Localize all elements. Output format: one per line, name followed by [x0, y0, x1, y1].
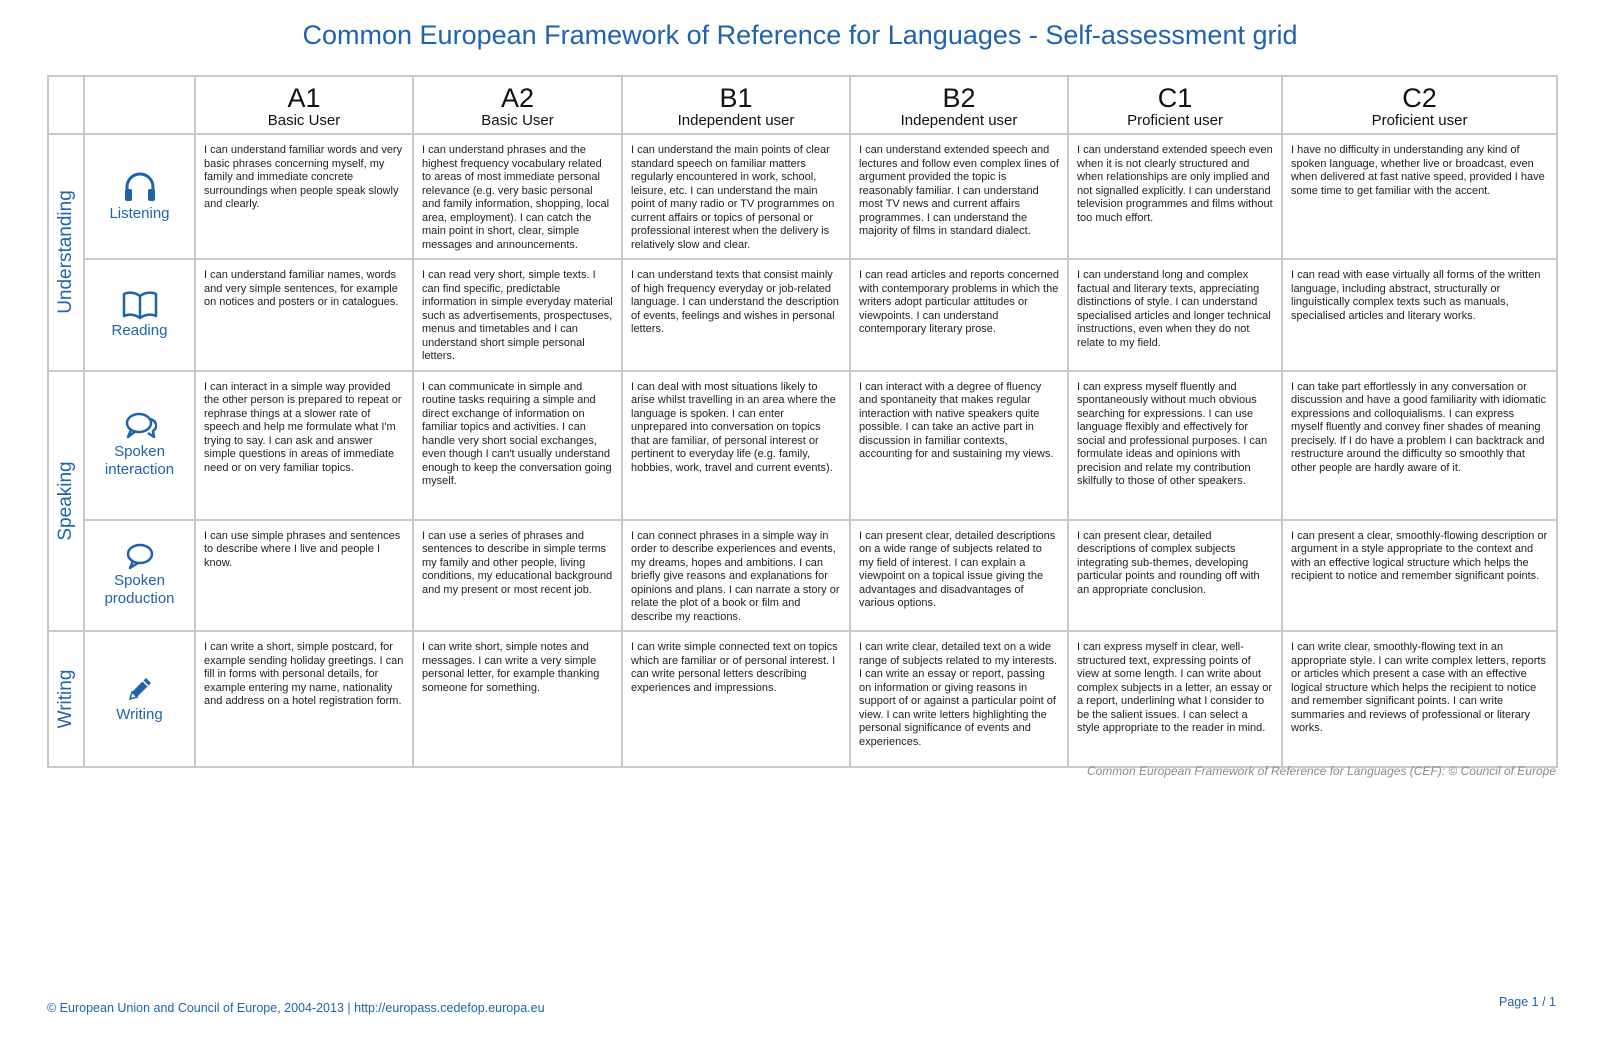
level-code: B1 — [719, 83, 753, 113]
pencil-icon — [125, 674, 155, 704]
descriptor-cell: I can use a series of phrases and sentences to describe in simple terms my family and other people, living conditions, my educational background and my present or most recent job. — [413, 520, 622, 632]
descriptor-cell: I can understand familiar words and very basic phrases concerning myself, my family and immediate concrete surroundings when people speak slowly and clearly. — [195, 134, 413, 259]
descriptor-cell: I can connect phrases in a simple way in order to describe experiences and events, my dreams, hopes and ambitions. I can briefly give reasons and explanations for opinions and plans. I can narrate a story or relate the plot of a book or film and describe my reactions. — [622, 520, 850, 632]
footer-copyright-link[interactable]: © European Union and Council of Europe, 2004-2013 | http://europass.cedefop.europa.eu — [47, 1001, 545, 1015]
level-label: Independent user — [677, 112, 795, 129]
descriptor-cell: I can read very short, simple texts. I can find specific, predictable information in simple everyday material such as advertisements, prospectuses, menus and timetables and I can understand short simple personal letters. — [413, 259, 622, 371]
row-spoken-production — [48, 520, 1557, 632]
level-code: A2 — [500, 83, 535, 113]
level-label: Basic User — [481, 112, 554, 129]
skill-reading — [84, 259, 195, 371]
self-assessment-grid — [47, 75, 1558, 768]
corner-cell — [84, 76, 195, 134]
descriptor-cell: I can understand familiar names, words and very simple sentences, for example on notices and posters or in catalogues. — [195, 259, 413, 371]
row-listening — [48, 134, 1557, 259]
descriptor-cell: I can understand extended speech even when it is not clearly structured and when relationships are only implied and not signalled explicitly. I can understand television programmes and films without too much effort. — [1068, 134, 1282, 259]
descriptor-cell: I can interact with a degree of fluency and spontaneity that makes regular interaction with native speakers quite possible. I can take an active part in discussion in familiar contexts, accounting for and sustaining my views. — [850, 371, 1068, 520]
level-header-b1 — [622, 76, 850, 134]
descriptor-cell: I can write short, simple notes and messages. I can write a very simple personal letter, for example thanking someone for something. — [413, 631, 622, 767]
category-speaking — [48, 371, 84, 632]
book-icon — [121, 290, 159, 320]
skill-spoken-production — [84, 520, 195, 632]
descriptor-cell: I can present clear, detailed descriptions on a wide range of subjects related to my field of interest. I can explain a viewpoint on a topical issue giving the advantages and disadvantages of various options. — [850, 520, 1068, 632]
row-writing — [48, 631, 1557, 767]
descriptor-cell: I can write clear, smoothly-flowing text in an appropriate style. I can write complex letters, reports or articles which present a case with an effective logical structure which helps the recipient to notice and remember significant points. I can write summaries and reviews of professional or literary works. — [1282, 631, 1557, 767]
skill-label-line2: interaction — [104, 461, 175, 478]
level-header-a2 — [413, 76, 622, 134]
descriptor-cell: I can present clear, detailed descriptions of complex subjects integrating sub-themes, developing particular points and rounding off with an appropriate conclusion. — [1068, 520, 1282, 632]
descriptor-cell: I can read with ease virtually all forms of the written language, including abstract, structurally or linguistically complex texts such as manuals, specialised articles and literary works. — [1282, 259, 1557, 371]
level-label: Basic User — [267, 112, 341, 129]
descriptor-cell: I can write a short, simple postcard, for example sending holiday greetings. I can fill in forms with personal details, for example entering my name, nationality and address on a hotel registration form. — [195, 631, 413, 767]
level-label: Independent user — [900, 112, 1018, 129]
level-header-b2 — [850, 76, 1068, 134]
descriptor-cell: I can express myself in clear, well-structured text, expressing points of view at some length. I can write about complex subjects in a letter, an essay or a report, underlining what I consider to be the salient issues. I can select a style appropriate to the reader in mind. — [1068, 631, 1282, 767]
row-reading — [48, 259, 1557, 371]
corner-cell — [48, 76, 84, 134]
skill-label-line1: Spoken — [114, 572, 165, 590]
skill-label-line2: production — [104, 590, 175, 608]
category-label: Writing — [55, 669, 76, 729]
category-understanding — [48, 134, 84, 371]
header-row — [48, 76, 1557, 134]
descriptor-cell: I can understand texts that consist mainly of high frequency everyday or job-related language. I can understand the description of events, feelings and wishes in personal letters. — [622, 259, 850, 371]
cef-copyright-note: Common European Framework of Reference for Languages (CEF): © Council of Europe — [1086, 764, 1556, 778]
level-code: C2 — [1402, 83, 1437, 113]
level-label: Proficient user — [1371, 112, 1468, 129]
descriptor-cell: I can understand the main points of clear standard speech on familiar matters regularly encountered in work, school, leisure, etc. I can understand the main point of many radio or TV programmes on current affairs or topics of personal or professional interest when the delivery is relatively slow and clear. — [622, 134, 850, 259]
page-title: Common European Framework of Reference for Languages - Self-assessment grid — [302, 20, 1298, 50]
skill-label-line1: Spoken — [114, 443, 165, 460]
descriptor-cell: I can write clear, detailed text on a wide range of subjects related to my interests. I can write an essay or report, passing on information or giving reasons in support of or against a particular point of view. I can write letters highlighting the personal significance of events and experiences. — [850, 631, 1068, 767]
descriptor-cell: I can read articles and reports concerned with contemporary problems in which the writers adopt particular attitudes or viewpoints. I can understand contemporary literary prose. — [850, 259, 1068, 371]
row-spoken-interaction — [48, 371, 1557, 520]
skill-writing — [84, 631, 195, 767]
category-label: Understanding — [55, 190, 76, 315]
descriptor-cell: I can take part effortlessly in any conversation or discussion and have a good familiarity with idiomatic expressions and colloquialisms. I can express myself fluently and convey finer shades of meaning precisely. If I do have a problem I can backtrack and restructure around the difficulty so smoothly that other people are hardly aware of it. — [1282, 371, 1557, 520]
level-code: A1 — [287, 83, 321, 113]
skill-label: Listening — [109, 204, 170, 222]
descriptor-cell: I can use simple phrases and sentences to describe where I live and people I know. — [195, 520, 413, 632]
speech-bubble-icon — [124, 542, 156, 570]
category-writing — [48, 631, 84, 767]
skill-listening — [84, 134, 195, 259]
skill-label: Reading — [111, 321, 168, 339]
descriptor-cell: I can understand long and complex factual and literary texts, appreciating distinctions of style. I can understand specialised articles and longer technical instructions, even when they do not relate to my field. — [1068, 259, 1282, 371]
level-header-c2 — [1282, 76, 1557, 134]
skill-label: Writing — [116, 706, 163, 723]
descriptor-cell: I can write simple connected text on topics which are familiar or of personal interest. I can write personal letters describing experiences and impressions. — [622, 631, 850, 767]
descriptor-cell: I have no difficulty in understanding any kind of spoken language, whether live or broadcast, even when delivered at fast native speed, provided I have some time to get familiar with the accent. — [1282, 134, 1557, 259]
level-code: C1 — [1157, 83, 1193, 113]
descriptor-cell: I can interact in a simple way provided the other person is prepared to repeat or rephrase things at a slower rate of speech and help me formulate what I'm trying to say. I can ask and answer simple questions in areas of immediate need or on very familiar topics. — [195, 371, 413, 520]
descriptor-cell: I can express myself fluently and spontaneously without much obvious searching for expressions. I can use language flexibly and effectively for social and professional purposes. I can formulate ideas and opinions with precision and relate my contribution skilfully to those of other speakers. — [1068, 371, 1282, 520]
descriptor-cell: I can present a clear, smoothly-flowing description or argument in a style appropriate to the context and with an effective logical structure which helps the recipient to notice and remember significant points. — [1282, 520, 1557, 632]
level-label: Proficient user — [1127, 112, 1223, 129]
level-header-a1 — [195, 76, 413, 134]
skill-spoken-interaction — [84, 371, 195, 520]
descriptor-cell: I can understand extended speech and lectures and follow even complex lines of argument provided the topic is reasonably familiar. I can understand most TV news and current affairs programmes. I can understand the majority of films in standard dialect. — [850, 134, 1068, 259]
descriptor-cell: I can understand phrases and the highest frequency vocabulary related to areas of most immediate personal relevance (e.g. very basic personal and family information, shopping, local area, employment). I can catch the main point in short, clear, simple messages and announcements. — [413, 134, 622, 259]
category-label: Speaking — [55, 461, 76, 541]
headphones-icon — [122, 171, 158, 203]
descriptor-cell: I can deal with most situations likely to arise whilst travelling in an area where the language is spoken. I can enter unprepared into conversation on topics that are familiar, of personal interest or pertinent to everyday life (e.g. family, hobbies, work, travel and current events). — [622, 371, 850, 520]
descriptor-cell: I can communicate in simple and routine tasks requiring a simple and direct exchange of information on familiar topics and activities. I can handle very short social exchanges, even though I can't usually understand enough to keep the conversation going myself. — [413, 371, 622, 520]
chat-bubbles-icon — [123, 411, 157, 441]
level-code: B2 — [942, 83, 976, 113]
page-number: Page 1 / 1 — [1499, 995, 1556, 1009]
level-header-c1 — [1068, 76, 1282, 134]
